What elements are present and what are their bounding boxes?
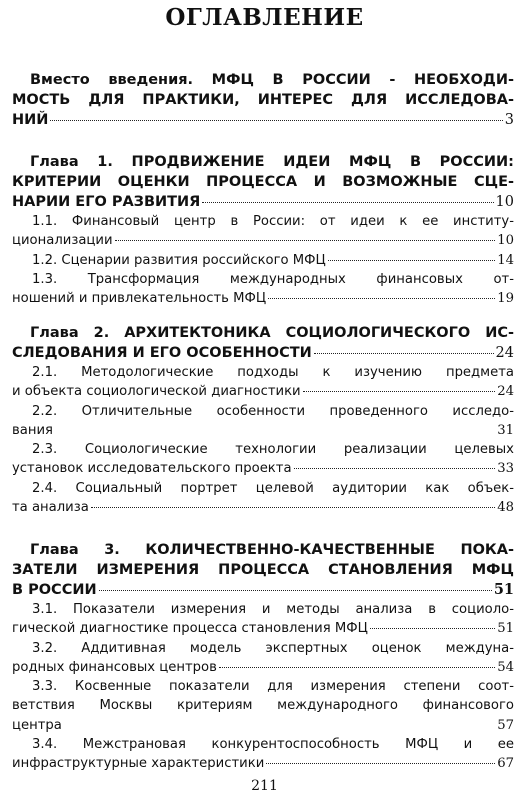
toc-dotline bbox=[12, 754, 514, 773]
heading-line: Глава 1. ПРОДВИЖЕНИЕ ИДЕИ МФЦ В РОССИИ: bbox=[30, 154, 514, 170]
entry-last-line: ционализации bbox=[12, 233, 113, 249]
entry-last-line: и объекта социологической диагностики bbox=[12, 384, 301, 400]
toc-dotline bbox=[12, 289, 514, 308]
chapter-heading bbox=[12, 323, 514, 363]
page-number: 51 bbox=[497, 621, 514, 637]
leader-dots bbox=[115, 240, 496, 241]
entry-line: 2.2. Отличительные особенности проведенного исследо- bbox=[32, 403, 514, 419]
entry-last-line: гической диагностике процесса становления МФЦ bbox=[12, 621, 368, 637]
heading-last-line: НИЙ bbox=[12, 112, 49, 128]
leader-dots bbox=[64, 725, 495, 726]
leader-dots bbox=[202, 202, 493, 203]
leader-dots bbox=[268, 298, 495, 299]
entry-line: 3.3. Косвенные показатели для измерения степени соот- bbox=[32, 679, 514, 695]
heading-line: Вместо введения. МФЦ В РОССИИ - НЕОБХОДИ- bbox=[30, 72, 514, 88]
toc-entry bbox=[12, 251, 514, 270]
heading-last-line: В РОССИИ bbox=[12, 582, 97, 598]
toc-dotline bbox=[12, 231, 514, 250]
toc-dotline bbox=[12, 498, 514, 517]
entry-last-line: центра bbox=[12, 717, 62, 733]
entry-last-line: ношений и привлекательность МФЦ bbox=[12, 291, 267, 307]
entry-line: 3.1. Показатели измерения и методы анализа в социоло- bbox=[32, 602, 514, 617]
leader-dots bbox=[219, 667, 495, 668]
entry-last-line: инфраструктурные характеристики bbox=[12, 756, 265, 772]
toc-dotline bbox=[12, 619, 514, 638]
leader-dots bbox=[294, 468, 496, 469]
entry-line: 2.1. Методологические подходы к изучению предмета bbox=[32, 365, 514, 380]
page-number: 24 bbox=[495, 345, 514, 361]
toc-dotline bbox=[12, 343, 514, 363]
toc-dotline bbox=[12, 382, 514, 401]
toc-dotline bbox=[12, 459, 514, 478]
entry-last-line: 1.2. Сценарии развития российского МФЦ bbox=[32, 252, 326, 268]
page-number: 10 bbox=[495, 194, 514, 210]
toc-entry bbox=[12, 270, 514, 309]
page-number: 67 bbox=[497, 756, 514, 772]
toc-intro bbox=[12, 70, 514, 130]
toc-entry bbox=[12, 600, 514, 639]
entry-line: ветствия Москвы критериям международного финансового bbox=[12, 698, 514, 714]
page-title: ОГЛАВЛЕНИЕ bbox=[165, 4, 364, 31]
page-number: 31 bbox=[497, 422, 514, 438]
toc-dotline bbox=[12, 658, 514, 677]
entry-line: 2.4. Социальный портрет целевой аудитории как объек- bbox=[32, 480, 514, 496]
leader-dots bbox=[55, 430, 495, 431]
leader-dots bbox=[314, 353, 494, 354]
leader-dots bbox=[303, 391, 496, 392]
toc-entry bbox=[12, 639, 514, 678]
entry-last-line: установок исследовательского проекта bbox=[12, 461, 292, 477]
heading-line: Глава 3. КОЛИЧЕСТВЕННО-КАЧЕСТВЕННЫЕ ПОКА- bbox=[30, 542, 514, 558]
heading-line: ЗАТЕЛИ ИЗМЕРЕНИЯ ПРОЦЕССА СТАНОВЛЕНИЯ МФЦ bbox=[12, 562, 514, 578]
toc-dotline bbox=[12, 110, 514, 130]
entry-line: 3.4. Межстрановая конкурентоспособность МФЦ и ее bbox=[32, 737, 514, 753]
heading-line: Глава 2. АРХИТЕКТОНИКА СОЦИОЛОГИЧЕСКОГО ИС- bbox=[30, 325, 514, 341]
chapter-heading bbox=[12, 152, 514, 212]
entry-last-line: та анализа bbox=[12, 500, 89, 516]
toc-entry bbox=[12, 735, 514, 774]
toc-chapter-2 bbox=[12, 323, 514, 517]
page-number: 19 bbox=[497, 291, 514, 307]
toc-dotline bbox=[12, 421, 514, 440]
page-number: 10 bbox=[497, 233, 514, 249]
toc-entry bbox=[12, 402, 514, 441]
leader-dots bbox=[370, 628, 495, 629]
toc-entry bbox=[12, 440, 514, 479]
heading-last-line: НАРИИ ЕГО РАЗВИТИЯ bbox=[12, 194, 201, 210]
entry-line: 2.3. Социологические технологии реализации целевых bbox=[32, 442, 514, 458]
toc-entry bbox=[12, 479, 514, 518]
entry-line: 1.1. Финансовый центр в России: от идеи к ее институ- bbox=[32, 214, 514, 229]
leader-dots bbox=[328, 260, 495, 261]
toc-entry bbox=[12, 363, 514, 402]
page-number: 54 bbox=[497, 659, 514, 675]
page-number: 14 bbox=[497, 252, 514, 268]
entry-line: 3.2. Аддитивная модель экспертных оценок междуна- bbox=[32, 640, 514, 656]
toc-dotline bbox=[12, 192, 514, 212]
page-number: 3 bbox=[504, 112, 514, 128]
leader-dots bbox=[99, 590, 492, 591]
page-number: 51 bbox=[493, 581, 514, 598]
toc-dotline bbox=[12, 251, 514, 270]
chapter-heading bbox=[12, 540, 514, 600]
page-footer-number: 211 bbox=[251, 778, 278, 794]
heading-line: КРИТЕРИИ ОЦЕНКИ ПРОЦЕССА И ВОЗМОЖНЫЕ СЦЕ- bbox=[12, 174, 514, 190]
entry-last-line: родных финансовых центров bbox=[12, 659, 217, 675]
toc-chapter-3 bbox=[12, 540, 514, 774]
toc-dotline bbox=[12, 580, 514, 600]
heading-last-line: СЛЕДОВАНИЯ И ЕГО ОСОБЕННОСТИ bbox=[12, 345, 312, 361]
heading-line: МОСТЬ ДЛЯ ПРАКТИКИ, ИНТЕРЕС ДЛЯ ИССЛЕДОВА- bbox=[12, 92, 514, 108]
leader-dots bbox=[50, 120, 502, 121]
toc-entry bbox=[12, 677, 514, 735]
entry-last-line: вания bbox=[12, 422, 53, 438]
toc-chapter-1 bbox=[12, 152, 514, 308]
toc-entry bbox=[12, 212, 514, 251]
entry-line: 1.3. Трансформация международных финансовых от- bbox=[32, 271, 514, 287]
page-number: 33 bbox=[497, 461, 514, 477]
leader-dots bbox=[91, 507, 495, 508]
page-number: 48 bbox=[497, 500, 514, 516]
page-number: 24 bbox=[497, 384, 514, 400]
leader-dots bbox=[266, 763, 495, 764]
toc-dotline bbox=[12, 716, 514, 735]
page-number: 57 bbox=[497, 717, 514, 733]
